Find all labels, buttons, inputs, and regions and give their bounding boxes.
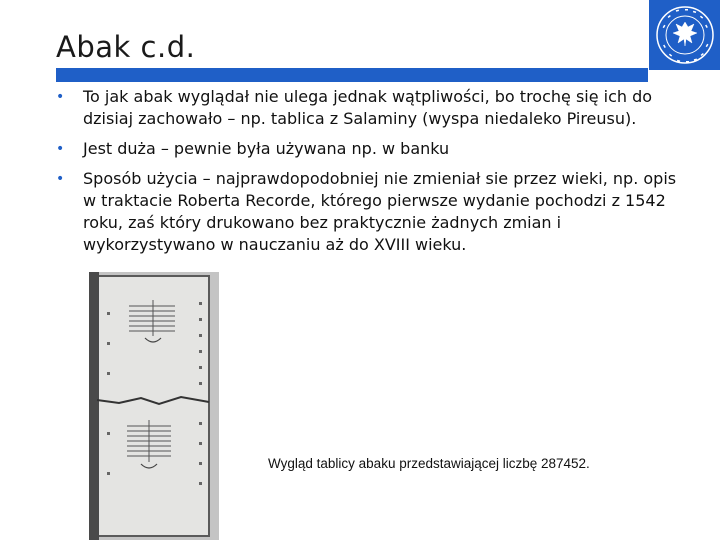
- bullet-item: [56, 168, 686, 256]
- title-accent-bar: [56, 68, 648, 82]
- bullet-list: [56, 86, 686, 264]
- bullet-text: Sposób użycia – najprawdopodobniej nie zmieniał sie przez wieki, np. opis w traktacie Roberta Recorde, którego pierwsze wydanie pochodzi z 1542 roku, zaś który drukowano bez praktycznie żadnych zmian i wykorzystywano w nauczaniu aż do XVIII wieku.: [83, 169, 677, 254]
- bullet-marker: •: [56, 171, 65, 187]
- bullet-item: [56, 138, 686, 160]
- bullet-marker: •: [56, 141, 65, 157]
- bullet-marker: •: [56, 89, 65, 105]
- bullet-text: To jak abak wyglądał nie ulega jednak wątpliwości, bo trochę się ich do dzisiaj zachowało – np. tablica z Salaminy (wyspa niedaleko Pireusu).: [83, 87, 653, 128]
- abacus-board-image: [89, 272, 219, 540]
- bullet-text: Jest duża – pewnie była używana np. w banku: [83, 139, 450, 158]
- slide-title: Abak c.d.: [56, 30, 196, 64]
- bullet-item: [56, 86, 686, 130]
- university-logo: [649, 0, 720, 70]
- image-caption: Wygląd tablicy abaku przedstawiającej liczbę 287452.: [268, 456, 590, 471]
